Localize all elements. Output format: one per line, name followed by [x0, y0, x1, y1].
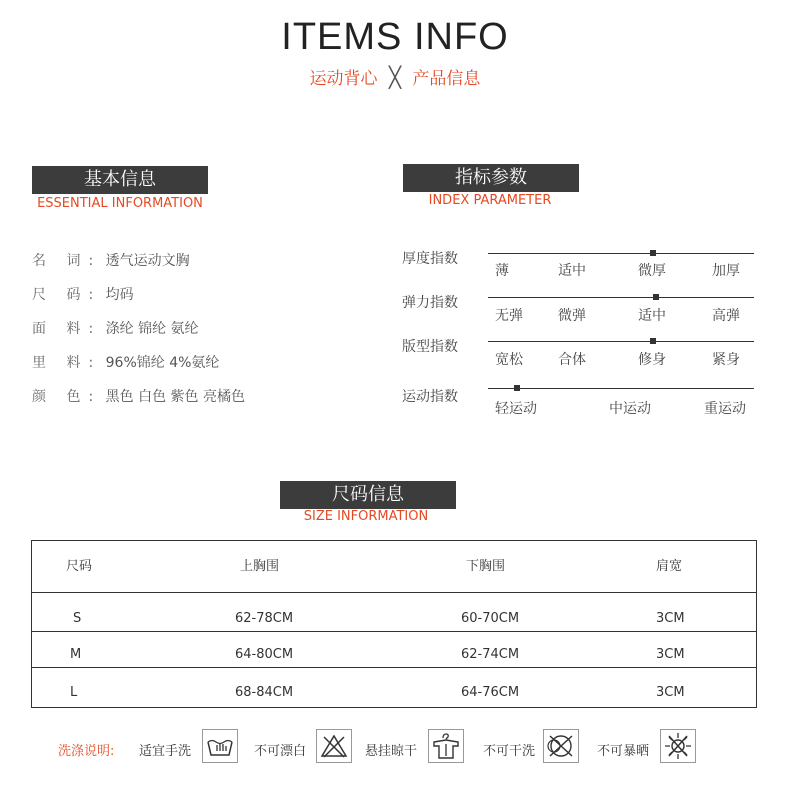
wash-text: 适宜手洗: [139, 744, 192, 759]
param-track-fit: [488, 341, 754, 342]
index-section-title: 指标参数: [403, 164, 579, 192]
table-cell: 64-76CM: [461, 685, 520, 700]
table-cell: L: [70, 685, 78, 700]
table-divider: [32, 631, 756, 632]
wash-text: 不可干洗: [483, 744, 536, 759]
param-option: 适中: [638, 308, 666, 324]
basic-section-title: 基本信息: [32, 166, 208, 194]
info-row-lining: [32, 352, 219, 372]
param-marker-elasticity: [653, 294, 659, 300]
table-header: 肩宽: [656, 559, 683, 574]
no-dry-clean-icon: [543, 729, 579, 763]
table-cell: 62-74CM: [461, 647, 520, 662]
param-option: 薄: [495, 263, 509, 279]
param-option: 中运动: [609, 401, 651, 417]
page-subtitle: [0, 64, 790, 89]
table-cell: 68-84CM: [235, 685, 294, 700]
table-cell: 3CM: [656, 685, 685, 700]
table-cell: 64-80CM: [235, 647, 294, 662]
param-option: 合体: [558, 352, 586, 368]
param-option: 宽松: [495, 352, 523, 368]
index-section-subtitle: INDEX PARAMETER: [428, 193, 552, 208]
info-row-fabric: [32, 318, 199, 338]
table-cell: 3CM: [656, 611, 685, 626]
info-value: 涤纶 锦纶 氨纶: [105, 321, 199, 337]
param-option: 微弹: [558, 308, 586, 324]
table-divider: [32, 667, 756, 668]
param-option: 修身: [638, 352, 666, 368]
param-option: 加厚: [712, 263, 740, 279]
no-bleach-icon: [316, 729, 352, 763]
table-cell: S: [73, 611, 82, 626]
param-option: 紧身: [712, 352, 740, 368]
param-track-thickness: [488, 253, 754, 254]
param-option: 高弹: [712, 308, 740, 324]
param-marker-thickness: [650, 250, 656, 256]
size-section-title: 尺码信息: [280, 481, 456, 509]
info-key: 颜 色:: [32, 389, 102, 405]
param-track-elasticity: [488, 297, 754, 298]
info-row-size: [32, 284, 134, 304]
info-key: 尺 码:: [32, 287, 102, 303]
info-value: 黑色 白色 紫色 亮橘色: [105, 389, 245, 405]
wash-text: 不可暴晒: [597, 744, 650, 759]
param-marker-fit: [650, 338, 656, 344]
hand-wash-icon: [202, 729, 238, 763]
info-key: 面 料:: [32, 321, 102, 337]
table-cell: 3CM: [656, 647, 685, 662]
param-label-fit: 版型指数: [402, 339, 458, 355]
param-label-sport: 运动指数: [402, 389, 458, 405]
table-cell: 60-70CM: [461, 611, 520, 626]
param-option: 重运动: [704, 401, 746, 417]
info-key: 里 料:: [32, 355, 102, 371]
info-value: 96%锦纶 4%氨纶: [105, 355, 220, 371]
param-track-sport: [488, 388, 754, 389]
info-row-name: [32, 250, 190, 270]
info-value: 均码: [105, 287, 134, 303]
table-divider: [32, 592, 756, 593]
page-title: ITEMS INFO: [281, 16, 509, 58]
wash-text: 不可漂白: [254, 744, 307, 759]
table-header: 上胸围: [240, 559, 280, 574]
hang-dry-icon: [428, 729, 464, 763]
wash-label: 洗涤说明:: [58, 744, 115, 759]
subtitle-left: 运动背心: [309, 69, 378, 89]
param-label-elasticity: 弹力指数: [402, 295, 458, 311]
info-row-color: [32, 386, 245, 406]
table-cell: 62-78CM: [235, 611, 294, 626]
table-cell: M: [70, 647, 82, 662]
size-table: [31, 540, 757, 708]
wash-text: 悬挂晾干: [365, 744, 418, 759]
info-key: 名 词:: [32, 253, 102, 269]
subtitle-right: 产品信息: [412, 69, 481, 89]
param-option: 轻运动: [495, 401, 537, 417]
table-header: 尺码: [66, 559, 93, 574]
param-label-thickness: 厚度指数: [402, 251, 458, 267]
param-marker-sport: [514, 385, 520, 391]
info-value: 透气运动文胸: [105, 253, 190, 269]
param-option: 适中: [558, 263, 586, 279]
param-option: 无弹: [495, 308, 523, 324]
subtitle-separator: ╳: [388, 65, 402, 89]
basic-section-subtitle: ESSENTIAL INFORMATION: [37, 196, 203, 211]
size-section-subtitle: SIZE INFORMATION: [303, 509, 429, 524]
param-option: 微厚: [638, 263, 666, 279]
no-sun-icon: [660, 729, 696, 763]
table-header: 下胸围: [466, 559, 506, 574]
